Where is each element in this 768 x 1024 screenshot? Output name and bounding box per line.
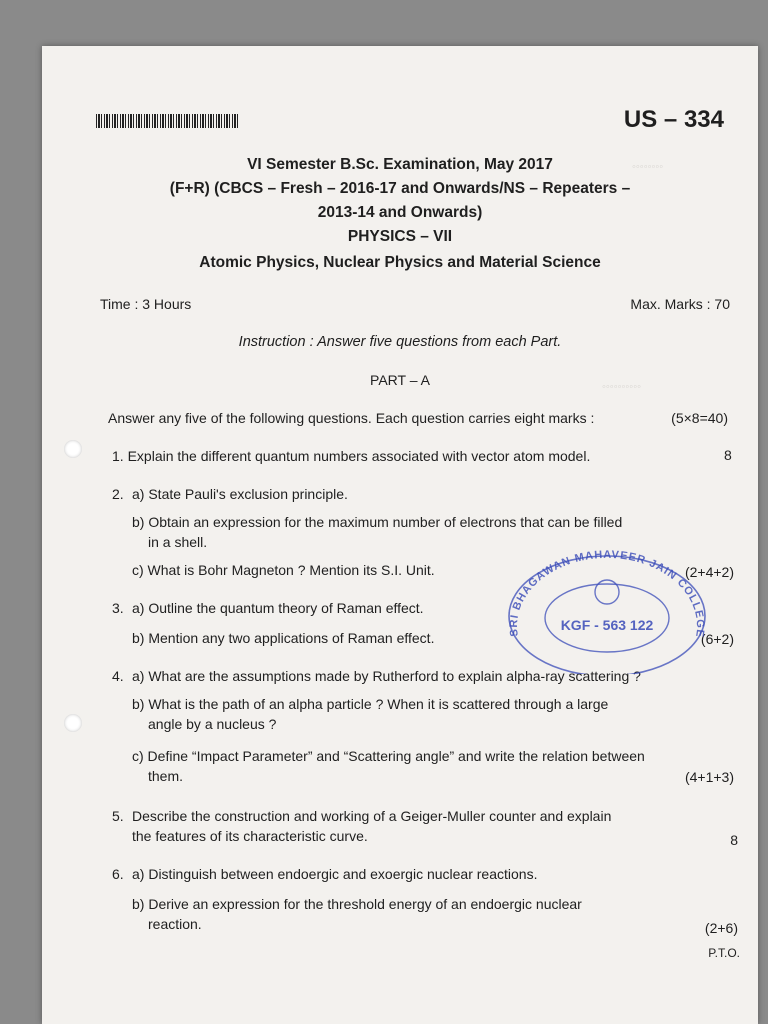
q2b-text: b) Obtain an expression for the maximum number of electrons that can be filled [132, 514, 623, 530]
stamp-arc-text: SRI BHAGAWAN MAHAVEER JAIN COLLEGE [507, 548, 707, 639]
exam-scheme-cont: 2013-14 and Onwards) [317, 204, 483, 221]
q3a-text: a) Outline the quantum theory of Raman effect. [132, 600, 424, 616]
subject: PHYSICS – VII [347, 228, 453, 245]
paper-code: US – 334 [623, 106, 724, 133]
bleed-through-text: ◦◦◦◦◦◦◦◦◦◦ [602, 381, 641, 393]
paper-title: Atomic Physics, Nuclear Physics and Material Science [199, 254, 601, 271]
q5-text-cont: the features of its characteristic curve. [132, 828, 368, 844]
q4c-text-cont: them. [148, 768, 184, 784]
q4-marks: (4+1+3) [684, 769, 734, 785]
q4b-text-cont: angle by a nucleus ? [148, 716, 277, 732]
exam-paper [42, 46, 758, 1024]
q1-marks: 8 [724, 447, 732, 463]
q6b-text: b) Derive an expression for the threshold energy of an endoergic nuclear [132, 896, 582, 912]
part-a-instruction [108, 410, 728, 426]
q5-number: 5. [112, 808, 124, 824]
college-stamp [500, 544, 710, 674]
q2-number: 2. [112, 486, 124, 502]
q4c-text: c) Define “Impact Parameter” and “Scattering angle” and write the relation between [132, 748, 645, 764]
q6-number: 6. [112, 866, 124, 882]
q1-text: Explain the different quantum numbers associated with vector atom model. [127, 448, 591, 464]
punch-hole [64, 440, 82, 458]
instruction: Instruction : Answer five questions from each Part. [238, 334, 562, 350]
q6b-text-cont: reaction. [148, 916, 202, 932]
q2c-text: c) What is Bohr Magneton ? Mention its S.I. Unit. [132, 562, 435, 578]
exam-title: VI Semester B.Sc. Examination, May 2017 [247, 156, 553, 173]
barcode [96, 114, 238, 128]
q3-marks: (6+2) [700, 631, 734, 647]
q5-marks: 8 [730, 832, 738, 848]
q1-number: 1. [112, 448, 124, 464]
q4a-text: a) What are the assumptions made by Rutherford to explain alpha-ray scattering ? [132, 668, 641, 684]
max-marks: Max. Marks : 70 [630, 296, 730, 312]
q3b-text: b) Mention any two applications of Raman effect. [132, 630, 435, 646]
q2b-text-cont: in a shell. [148, 534, 208, 550]
exam-scheme: (F+R) (CBCS – Fresh – 2016-17 and Onwards/NS – Repeaters – [169, 180, 631, 197]
q4b-text: b) What is the path of an alpha particle ? When it is scattered through a large [132, 696, 609, 712]
q3-number: 3. [112, 600, 124, 616]
q2a-text: a) State Pauli's exclusion principle. [132, 486, 348, 502]
bleed-through-text: ◦◦◦◦◦◦◦◦ [632, 161, 664, 173]
stamp-center-text: KGF - 563 122 [560, 617, 654, 633]
punch-hole [64, 714, 82, 732]
q6a-text: a) Distinguish between endoergic and exoergic nuclear reactions. [132, 866, 538, 882]
part-a-instruction-text: Answer any five of the following questions. Each question carries eight marks : [108, 410, 595, 426]
q5-text: Describe the construction and working of a Geiger-Muller counter and explain [132, 808, 612, 824]
part-a-marks: (5×8=40) [671, 410, 728, 426]
part-a-title: PART – A [370, 372, 430, 388]
pto-label: P.T.O. [708, 946, 740, 960]
time: Time : 3 Hours [100, 296, 192, 312]
question-1 [112, 446, 590, 466]
q2-marks: (2+4+2) [684, 564, 734, 580]
q4-number: 4. [112, 668, 124, 684]
q6-marks: (2+6) [704, 920, 738, 936]
